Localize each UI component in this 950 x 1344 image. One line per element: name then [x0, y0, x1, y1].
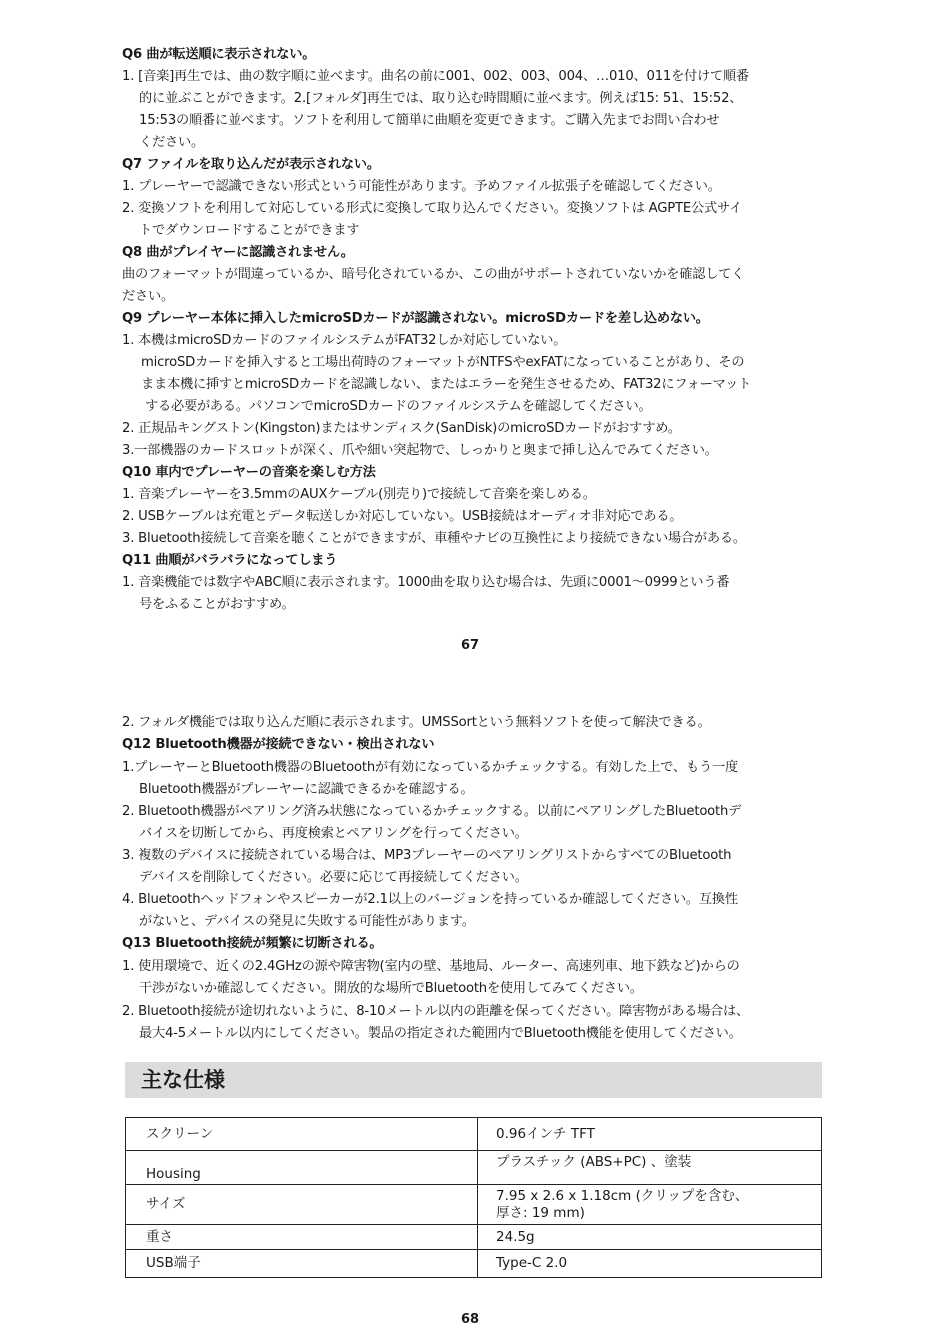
spec-value: プラスチック (ABS+PC) 、塗装 — [478, 1151, 822, 1185]
body-line: 3. 複数のデバイスに接続されている場合は、MP3プレーヤーのペアリングリストからすべてのBluetooth — [122, 848, 732, 863]
question-heading: Q6 曲が転送順に表示されない。 — [122, 47, 316, 62]
body-line: 1. [音楽]再生では、曲の数字順に並べます。曲名の前に001、002、003、004、…010、011を付けて順番 — [122, 69, 749, 84]
body-line: 4. Bluetoothヘッドフォンやスピーカーが2.1以上のバージョンを持っているか確認してください。互換性 — [122, 892, 738, 907]
body-line: 1. 使用環境で、近くの2.4GHzの源や障害物(室内の壁、基地局、ルーター、高速列車、地下鉄など)からの — [122, 959, 740, 974]
spec-value: Type-C 2.0 — [478, 1250, 822, 1278]
spec-title: 主な仕様 — [141, 1068, 225, 1092]
spec-value — [478, 1185, 822, 1225]
spec-value: 24.5g — [478, 1225, 822, 1250]
spec-row — [126, 1225, 822, 1250]
spec-row — [126, 1185, 822, 1225]
spec-label: Housing — [126, 1151, 478, 1185]
spec-row — [126, 1118, 822, 1151]
spec-label: サイズ — [126, 1185, 478, 1225]
body-line: 2. 正規品キングストン(Kingston)またはサンディスク(SanDisk)のmicroSDカードがおすすめ。 — [122, 421, 681, 436]
body-line: 的に並ぶことができます。2.[フォルダ]再生では、取り込む時間順に並べます。例えば15: 51、15:52、 — [139, 91, 743, 106]
body-line: 3.一部機器のカードスロットが深く、爪や細い突起物で、しっかりと奥まで挿し込んでみてください。 — [122, 443, 718, 458]
body-line: 最大4-5メートル以内にしてください。製品の指定された範囲内でBluetooth機能を使用してください。 — [139, 1026, 742, 1041]
body-line: 号をふることがおすすめ。 — [139, 597, 295, 612]
body-line: 1. 本機はmicroSDカードのファイルシステムがFAT32しか対応していない。 — [122, 333, 567, 348]
page-number: 67 — [460, 638, 480, 653]
spec-value-line: 7.95 x 2.6 x 1.18cm (クリップを含む、 — [496, 1187, 749, 1204]
body-line: 2. フォルダ機能では取り込んだ順に表示されます。UMSSortという無料ソフトを使って解決できる。 — [122, 715, 711, 730]
question-heading: Q11 曲順がバラバラになってしまう — [122, 553, 338, 568]
spec-label: USB端子 — [126, 1250, 478, 1278]
body-line: 3. Bluetooth接続して音楽を聴くことができますが、車種やナビの互換性により接続できない場合がある。 — [122, 531, 746, 546]
body-line: 1. 音楽機能では数字やABC順に表示されます。1000曲を取り込む場合は、先頭に0001～0999という番 — [122, 575, 730, 590]
body-line: する必要がある。パソコンでmicroSDカードのファイルシステムを確認してください。 — [145, 399, 652, 414]
body-line: 1. プレーヤーで認識できない形式という可能性があります。予めファイル拡張子を確認してください。 — [122, 179, 721, 194]
spec-row — [126, 1250, 822, 1278]
question-heading: Q10 車内でプレーヤーの音楽を楽しむ方法 — [122, 465, 376, 480]
spec-label: スクリーン — [126, 1118, 478, 1151]
body-line: 1. 音楽プレーヤーを3.5mmのAUXケーブル(別売り)で接続して音楽を楽しめる。 — [122, 487, 596, 502]
spec-label: 重さ — [126, 1225, 478, 1250]
question-heading: Q12 Bluetooth機器が接続できない・検出されない — [122, 737, 435, 752]
body-line: まま本機に挿すとmicroSDカードを認識しない、またはエラーを発生させるため、FAT32にフォーマット — [141, 377, 752, 392]
body-line: 1.プレーヤーとBluetooth機器のBluetoothが有効になっているかチェックする。有効した上で、もう一度 — [122, 760, 738, 775]
spec-row — [126, 1151, 822, 1185]
body-line: 2. Bluetooth機器がペアリング済み状態になっているかチェックする。以前にペアリングしたBluetoothデ — [122, 804, 742, 819]
body-line: 2. Bluetooth接続が途切れないように、8-10メートル以内の距離を保ってください。障害物がある場合は、 — [122, 1004, 750, 1019]
question-heading: Q8 曲がプレイヤーに認識されません。 — [122, 245, 354, 260]
body-line: 2. USBケーブルは充電とデータ転送しか対応していない。USB接続はオーディオ非対応である。 — [122, 509, 683, 524]
question-heading: Q9 プレーヤー本体に挿入したmicroSDカードが認識されない。microSDカードを差し込めない。 — [122, 311, 709, 326]
page-number: 68 — [460, 1312, 480, 1327]
spec-table — [125, 1117, 822, 1278]
body-line: バイスを切断してから、再度検索とペアリングを行ってください。 — [139, 826, 528, 841]
question-heading: Q7 ファイルを取り込んだが表示されない。 — [122, 157, 380, 172]
body-line: Bluetooth機器がプレーヤーに認識できるかを確認する。 — [139, 782, 474, 797]
body-line: がないと、デバイスの発見に失敗する可能性があります。 — [139, 914, 475, 929]
spec-value: 0.96インチ TFT — [478, 1118, 822, 1151]
spec-section-header — [125, 1062, 822, 1098]
spec-value-line: 厚さ: 19 mm) — [496, 1204, 585, 1221]
body-line: 15:53の順番に並べます。ソフトを利用して簡単に曲順を変更できます。ご購入先までお問い合わせ — [139, 113, 720, 128]
body-line: ださい。 — [122, 289, 174, 304]
body-line: microSDカードを挿入すると工場出荷時のフォーマットがNTFSやexFATになっていることがあり、その — [141, 355, 745, 370]
body-line: 曲のフォーマットが間違っているか、暗号化されているか、この曲がサポートされていないかを確認してく — [122, 267, 745, 282]
body-line: ください。 — [139, 135, 204, 150]
body-line: トでダウンロードすることができます — [139, 223, 360, 238]
body-line: デバイスを削除してください。必要に応じて再接続してください。 — [139, 870, 528, 885]
question-heading: Q13 Bluetooth接続が頻繁に切断される。 — [122, 936, 383, 951]
body-line: 2. 変換ソフトを利用して対応している形式に変換して取り込んでください。変換ソフトは AGPTE公式サイ — [122, 201, 743, 216]
body-line: 干渉がないか確認してください。開放的な場所でBluetoothを使用してみてください。 — [139, 981, 643, 996]
